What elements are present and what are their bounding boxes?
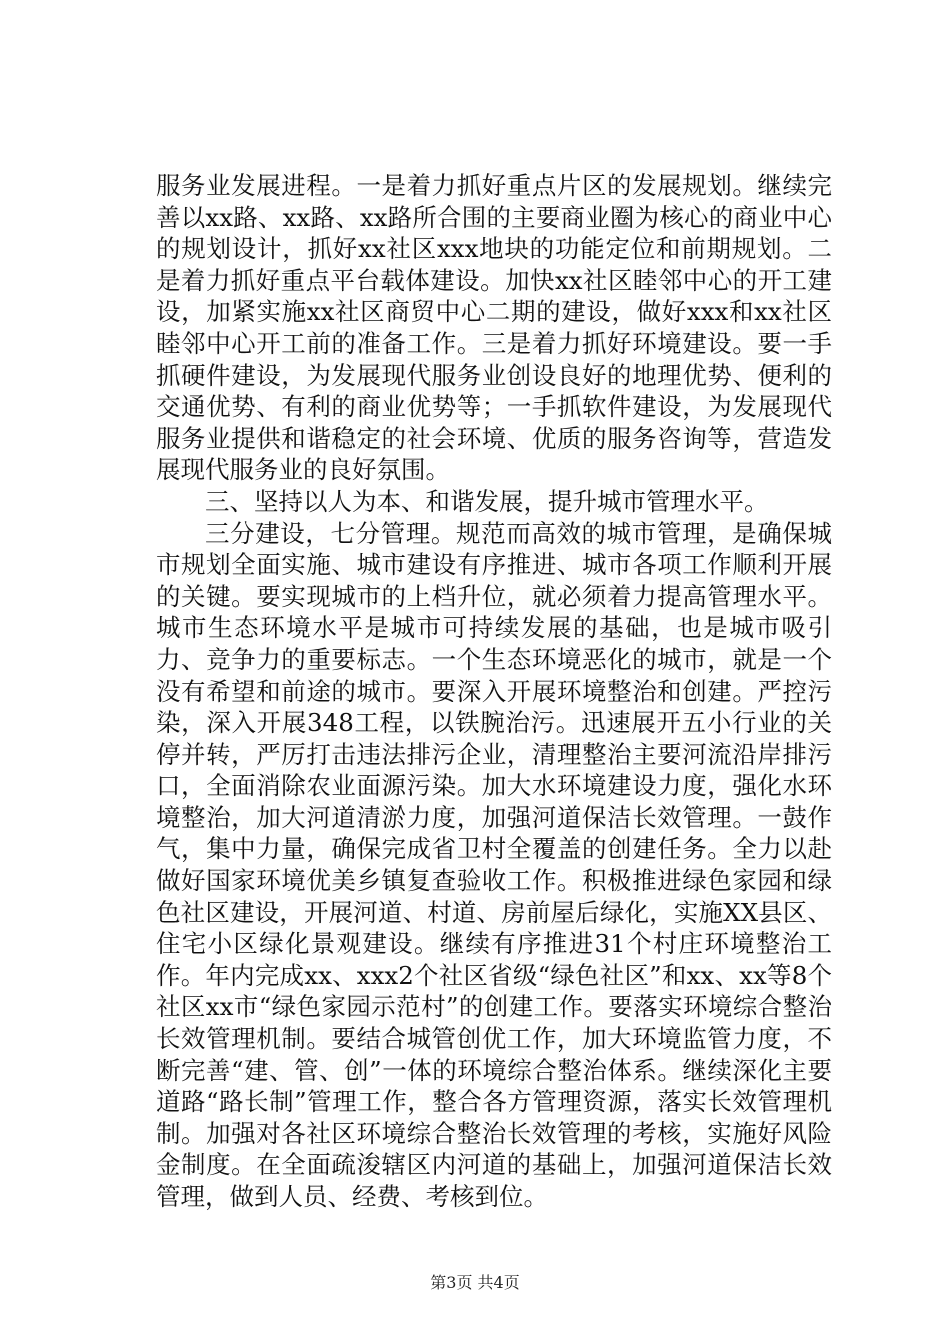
page-footer: 第3页 共4页: [430, 1273, 520, 1292]
paragraph-continuation: 服务业发展进程。一是着力抓好重点片区的发展规划。继续完善以xx路、xx路、xx路所合围的主要商业圈为核心的商业中心的规划设计，抓好xx社区xxx地块的功能定位和前期规划。二是着力抓好重点平台载体建设。加快xx社区睦邻中心的开工建设，加紧实施xx社区商贸中心二期的建设，做好xxx和xx社区睦邻中心开工前的准备工作。三是着力抓好环境建设。要一手抓硬件建设，为发展现代服务业创设良好的地理优势、便利的交通优势、有利的商业优势等；一手抓软件建设，为发展现代服务业提供和谐稳定的社会环境、优质的服务咨询等，营造发展现代服务业的良好氛围。: [156, 171, 832, 485]
section-heading: 三、坚持以人为本、和谐发展，提升城市管理水平。: [205, 486, 769, 516]
paragraph-body: 三分建设，七分管理。规范而高效的城市管理，是确保城市规划全面实施、城市建设有序推进、城市各项工作顺利开展的关键。要实现城市的上档升位，就必须着力提高管理水平。城市生态环境水平是城市可持续发展的基础，也是城市吸引力、竞争力的重要标志。一个生态环境恶化的城市，就是一个没有希望和前途的城市。要深入开展环境整治和创建。严控污染，深入开展348工程，以铁腕治污。迅速展开五小行业的关停并转，严厉打击违法排污企业，清理整治主要河流沿岸排污口，全面消除农业面源污染。加大水环境建设力度，强化水环境整治，加大河道清淤力度，加强河道保洁长效管理。一鼓作气，集中力量，确保完成省卫村全覆盖的创建任务。全力以赴做好国家环境优美乡镇复查验收工作。积极推进绿色家园和绿色社区建设，开展河道、村道、房前屋后绿化，实施XX县区、住宅小区绿化景观建设。继续有序推进31个村庄环境整治工作。年内完成xx、xxx2个社区省级“绿色社区”和xx、xx等8个社区xx市“绿色家园示范村”的创建工作。要落实环境综合整治长效管理机制。要结合城管创优工作，加大环境监管力度，不断完善“建、管、创”一体的环境综合整治体系。继续深化主要道路“路长制”管理工作，整合各方管理资源，落实长效管理机制。加强对各社区环境综合整治长效管理的考核，实施好风险金制度。在全面疏浚辖区内河道的基础上，加强河道保洁长效管理，做到人员、经费、考核到位。: [156, 518, 832, 1211]
document-body: [156, 170, 832, 1213]
